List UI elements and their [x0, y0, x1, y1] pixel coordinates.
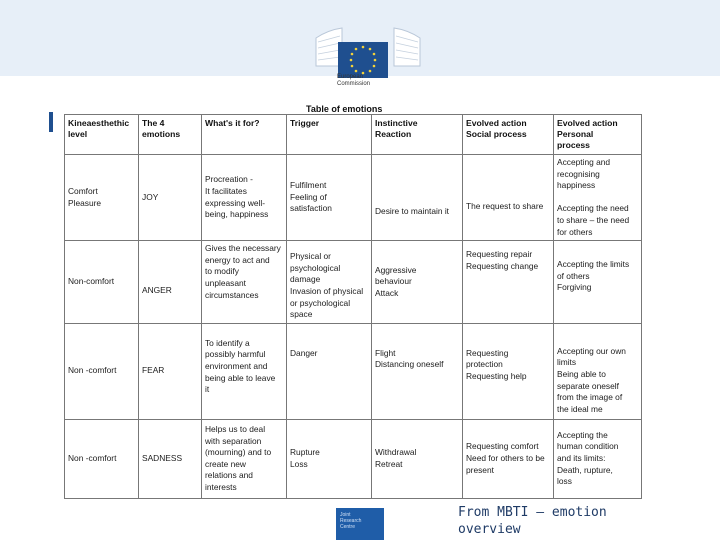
- document-title: Table of emotions: [306, 104, 383, 114]
- table-row: [65, 155, 642, 241]
- social-cell: Requesting comfort Need for others to be present: [463, 419, 554, 498]
- purpose-cell: Procreation - It facilitates expressing well- being, happiness: [202, 155, 287, 241]
- emotion-cell: JOY: [139, 155, 202, 241]
- purpose-cell: Helps us to deal with separation (mourning) and to create new relations and interests: [202, 419, 287, 498]
- emotion-cell: SADNESS: [139, 419, 202, 498]
- personal-cell: Accepting the limits of others Forgiving: [554, 241, 642, 324]
- personal-cell: Accepting and recognising happiness Accepting the need to share – the need for others: [554, 155, 642, 241]
- level-cell: Comfort Pleasure: [65, 155, 139, 241]
- level-cell: Non -comfort: [65, 419, 139, 498]
- header-cell: What's it for?: [202, 115, 287, 155]
- purpose-cell: To identify a possibly harmful environment and being able to leave it: [202, 323, 287, 419]
- trigger-cell: Danger: [287, 323, 372, 419]
- header-cell: Kineaesthethic level: [65, 115, 139, 155]
- emotions-table-container: [64, 114, 641, 494]
- emotions-table: [64, 114, 642, 499]
- social-cell: Requesting protection Requesting help: [463, 323, 554, 419]
- trigger-cell: Fulfilment Feeling of satisfaction: [287, 155, 372, 241]
- header-cell: The 4 emotions: [139, 115, 202, 155]
- header-cell: Trigger: [287, 115, 372, 155]
- emotion-cell: ANGER: [139, 241, 202, 324]
- trigger-cell: Physical or psychological damage Invasion of physical or psychological space: [287, 241, 372, 324]
- trigger-cell: Rupture Loss: [287, 419, 372, 498]
- instinctive-cell: Flight Distancing oneself: [372, 323, 463, 419]
- level-cell: Non-comfort: [65, 241, 139, 324]
- header-cell: Instinctive Reaction: [372, 115, 463, 155]
- accent-bar: [49, 112, 53, 132]
- purpose-cell: Gives the necessary energy to act and to modify unpleasant circumstances: [202, 241, 287, 324]
- table-row: [65, 241, 642, 324]
- personal-cell: Accepting our own limits Being able to separate oneself from the image of the ideal me: [554, 323, 642, 419]
- personal-cell: Accepting the human condition and its limits: Death, rupture, loss: [554, 419, 642, 498]
- jrc-caption: Joint Research Centre: [340, 512, 362, 530]
- header-row: [65, 115, 642, 155]
- emotion-cell: FEAR: [139, 323, 202, 419]
- org-caption: European Commission: [337, 74, 371, 87]
- instinctive-cell: Aggressive behaviour Attack: [372, 241, 463, 324]
- table-row: [65, 419, 642, 498]
- footer-caption: From MBTI – emotion overview: [458, 505, 607, 537]
- social-cell: Requesting repair Requesting change: [463, 241, 554, 324]
- header-cell: Evolved action Personal process: [554, 115, 642, 155]
- instinctive-cell: Desire to maintain it: [372, 155, 463, 241]
- header-cell: Evolved action Social process: [463, 115, 554, 155]
- table-row: [65, 323, 642, 419]
- instinctive-cell: Withdrawal Retreat: [372, 419, 463, 498]
- social-cell: The request to share: [463, 155, 554, 241]
- level-cell: Non -comfort: [65, 323, 139, 419]
